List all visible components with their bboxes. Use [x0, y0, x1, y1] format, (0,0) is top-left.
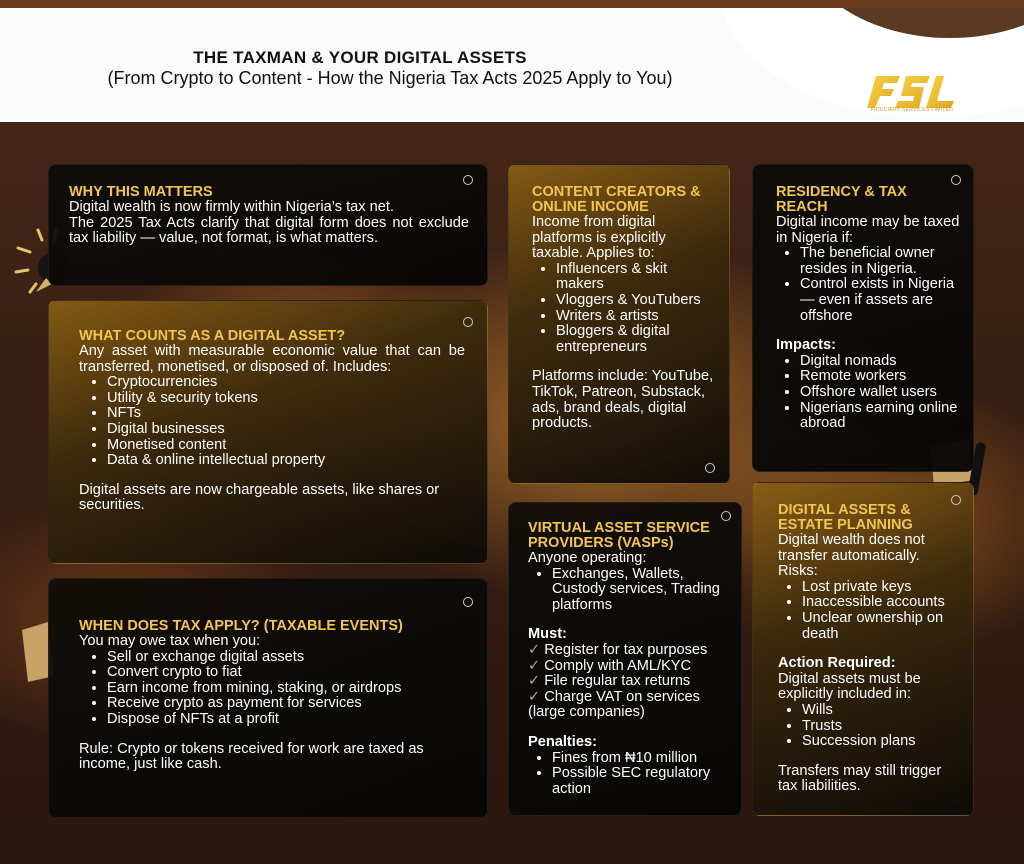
what-note: Digital assets are now chargeable assets, like shares or securities. [79, 481, 440, 514]
when-intro: You may owe tax when you: [79, 633, 261, 649]
residency-list [776, 246, 961, 324]
list-item: • Sell or exchange digital assets [107, 650, 465, 666]
header [0, 8, 1024, 122]
card-title: RESIDENCY & TAX REACH [776, 184, 907, 215]
list-item: • Succession plans [802, 734, 963, 750]
when-rule: Rule: Crypto or tokens received for work are taxed as income, just like cash. [79, 740, 424, 773]
estate-risks-list [778, 580, 963, 642]
what-list [79, 375, 465, 469]
list-item: • Earn income from mining, staking, or airdrops [107, 681, 465, 697]
card-dot [463, 597, 473, 607]
top-band [0, 0, 1024, 8]
vasp-intro: Anyone operating: [528, 550, 647, 566]
when-list [79, 650, 465, 728]
vasp-penalties-list [528, 751, 731, 798]
card-title: CONTENT CREATORS & ONLINE INCOME [532, 184, 701, 215]
creators-list [532, 262, 717, 356]
why-text-2: The 2025 Tax Acts clarify that digital form does not exclude tax liability — value, not format, is what matters. [69, 214, 469, 247]
estate-items-list [778, 703, 963, 750]
list-item: • Data & online intellectual property [107, 453, 465, 469]
card-estate-planning [752, 482, 974, 816]
card-why-this-matters [48, 164, 488, 286]
card-vasps [508, 502, 742, 816]
list-item: • Convert crypto to fiat [107, 665, 465, 681]
list-item: • Receive crypto as payment for services [107, 696, 465, 712]
vasp-must-label: Must: [528, 626, 567, 643]
page-subtitle: (From Crypto to Content - How the Nigeria Tax Acts 2025 Apply to You) [107, 68, 673, 88]
card-content-creators [508, 164, 730, 484]
creators-intro: Income from digital platforms is explicitly taxable. Applies to: [532, 214, 666, 262]
list-item: • Trusts [802, 719, 963, 735]
list-item: • Remote workers [800, 369, 961, 385]
card-title: VIRTUAL ASSET SERVICE PROVIDERS (VASPs) [528, 520, 710, 551]
list-item: • Inaccessible accounts [802, 595, 963, 611]
card-title: WHEN DOES TAX APPLY? (TAXABLE EVENTS) [79, 618, 403, 634]
card-residency [752, 164, 974, 472]
card-title: DIGITAL ASSETS & ESTATE PLANNING [778, 502, 913, 533]
list-item: • Control exists in Nigeria — even if assets are offshore [800, 277, 961, 324]
creators-platforms: Platforms include: YouTube, TikTok, Patreon, Substack, ads, brand deals, digital products. [532, 368, 714, 432]
list-item: • The beneficial owner resides in Nigeria. [800, 246, 961, 277]
list-item: • Utility & security tokens [107, 391, 465, 407]
card-dot [951, 495, 961, 505]
list-item: • Possible SEC regulatory action [552, 766, 731, 797]
card-dot [951, 175, 961, 185]
estate-action-label: Action Required: [778, 655, 896, 672]
list-item: • Unclear ownership on death [802, 611, 963, 642]
card-when-tax-applies [48, 578, 488, 818]
card-what-counts [48, 300, 488, 564]
list-item: • Vloggers & YouTubers [556, 293, 717, 309]
list-item: ✓ Comply with AML/KYC [528, 659, 731, 675]
list-item: • Fines from ₦10 million [552, 751, 731, 767]
card-title: WHAT COUNTS AS A DIGITAL ASSET? [79, 328, 346, 344]
list-item: • Nigerians earning online abroad [800, 401, 961, 432]
list-item: ✓ Register for tax purposes [528, 643, 731, 659]
list-item: • Monetised content [107, 438, 465, 454]
card-dot [721, 511, 731, 521]
card-dot [705, 463, 715, 473]
list-item: • Bloggers & digital entrepreneurs [556, 324, 717, 355]
why-text-1: Digital wealth is now firmly within Nigeria’s tax net. [69, 199, 394, 215]
logo-text: FIDUCIARY SERVICES LIMITED [870, 107, 954, 113]
residency-impacts-label: Impacts: [776, 337, 837, 354]
residency-intro: Digital income may be taxed in Nigeria if: [776, 214, 960, 246]
card-dot [463, 317, 473, 327]
vasp-penalties-label: Penalties: [528, 733, 597, 750]
list-item: ✓ File regular tax returns [528, 674, 731, 690]
list-item: • Offshore wallet users [800, 385, 961, 401]
vasp-list [528, 567, 731, 614]
list-item: • Lost private keys [802, 580, 963, 596]
vasp-must-list [528, 643, 731, 705]
estate-action-text: Digital assets must be explicitly included in: [778, 670, 921, 703]
list-item: • Digital businesses [107, 422, 465, 438]
list-item: • Cryptocurrencies [107, 375, 465, 391]
list-item: • Dispose of NFTs at a profit [107, 712, 465, 728]
page-title: THE TAXMAN & YOUR DIGITAL ASSETS [193, 48, 527, 67]
card-title: WHY THIS MATTERS [69, 184, 213, 200]
list-item: • NFTs [107, 406, 465, 422]
list-item: • Digital nomads [800, 354, 961, 370]
card-dot [463, 175, 473, 185]
vasp-must-note: (large companies) [528, 704, 645, 721]
estate-note: Transfers may still trigger tax liabilities. [778, 762, 942, 795]
list-item: ✓ Charge VAT on services [528, 690, 731, 706]
what-intro: Any asset with measurable economic value that can be transferred, monetised, or disposed of. Includes: [79, 343, 465, 375]
estate-intro: Digital wealth does not transfer automatically. Risks: [778, 532, 925, 580]
list-item: • Influencers & skit makers [556, 262, 717, 293]
residency-impacts-list [776, 354, 961, 432]
list-item: • Exchanges, Wallets, Custody services, Trading platforms [552, 567, 731, 614]
list-item: • Writers & artists [556, 309, 717, 325]
list-item: • Wills [802, 703, 963, 719]
